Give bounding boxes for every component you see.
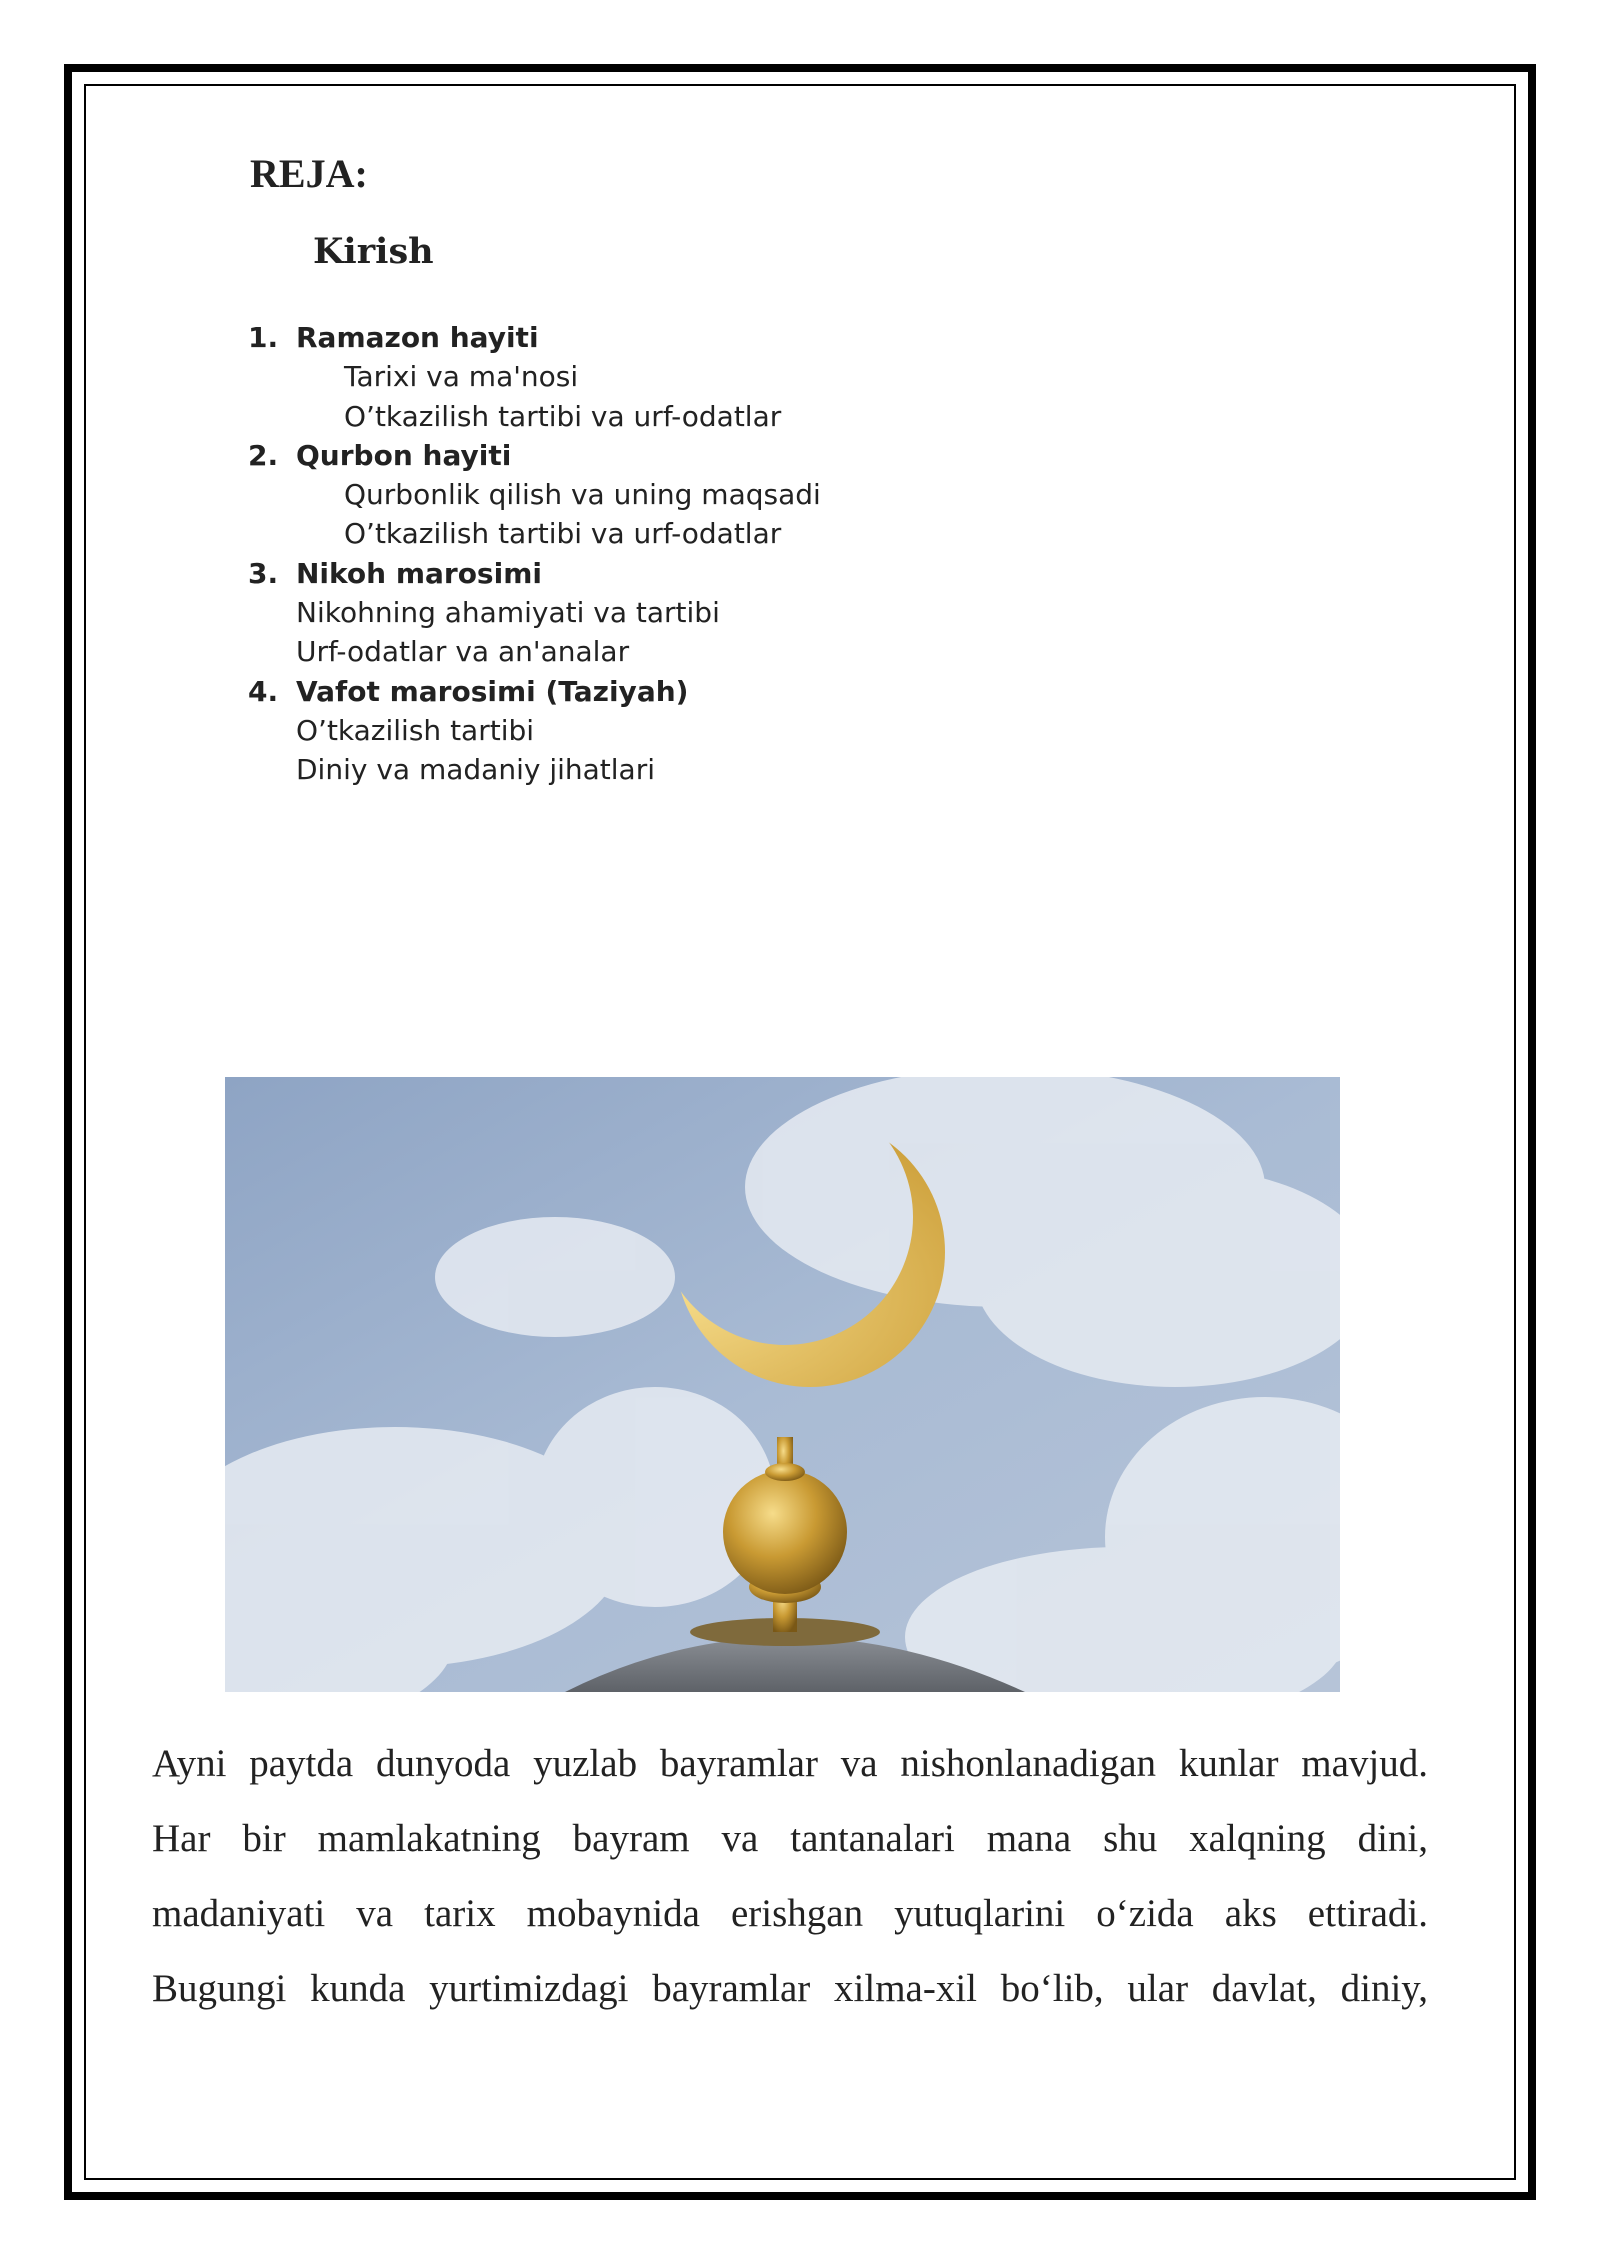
plan-item-heading: Vafot marosimi (Taziyah): [296, 674, 689, 708]
plan-subitem: Qurbonlik qilish va uning maqsadi: [344, 478, 821, 512]
plan-item-number: 4.: [248, 674, 279, 708]
plan-item-2: [248, 436, 821, 554]
plan-item-heading: Qurbon hayiti: [296, 438, 512, 472]
paragraph-line: Ayni paytda dunyoda yuzlab bayramlar va nishonlanadigan kunlar mavjud.: [152, 1742, 1428, 1785]
plan-subitem: Diniy va madaniy jihatlari: [296, 753, 655, 787]
intro-paragraph: [152, 1726, 1428, 2026]
plan-subitem: O’tkazilish tartibi va urf-odatlar: [344, 517, 782, 551]
plan-intro: Kirish: [313, 231, 434, 272]
plan-subitem: O’tkazilish tartibi va urf-odatlar: [344, 399, 782, 433]
plan-item-number: 1.: [248, 321, 279, 354]
plan-subitem: O’tkazilish tartibi: [296, 713, 535, 747]
plan-item-number: 3.: [248, 556, 279, 590]
plan-title: REJA:: [250, 151, 368, 196]
plan-subitem: Nikohning ahamiyati va tartibi: [296, 596, 720, 630]
paragraph-line: Bugungi kunda yurtimizdagi bayramlar xilma-xil bo‘lib, ular davlat, diniy,: [152, 1967, 1428, 2010]
plan-item-1: [248, 318, 821, 436]
plan-item-heading: Nikoh marosimi: [296, 556, 542, 590]
paragraph-line: Har bir mamlakatning bayram va tantanalari mana shu xalqning dini,: [152, 1817, 1428, 1860]
paragraph-line: madaniyati va tarix mobaynida erishgan yutuqlarini o‘zida aks ettiradi.: [152, 1892, 1428, 1935]
plan-item-4: [248, 672, 821, 790]
plan-outline: [248, 318, 821, 790]
plan-item-number: 2.: [248, 438, 279, 472]
plan-item-heading: Ramazon hayiti: [296, 321, 539, 354]
plan-subitem: Urf-odatlar va an'analar: [296, 635, 630, 669]
crescent-moon-photo: [225, 1077, 1340, 1692]
plan-item-3: [248, 554, 821, 672]
plan-subitem: Tarixi va ma'nosi: [344, 360, 579, 394]
